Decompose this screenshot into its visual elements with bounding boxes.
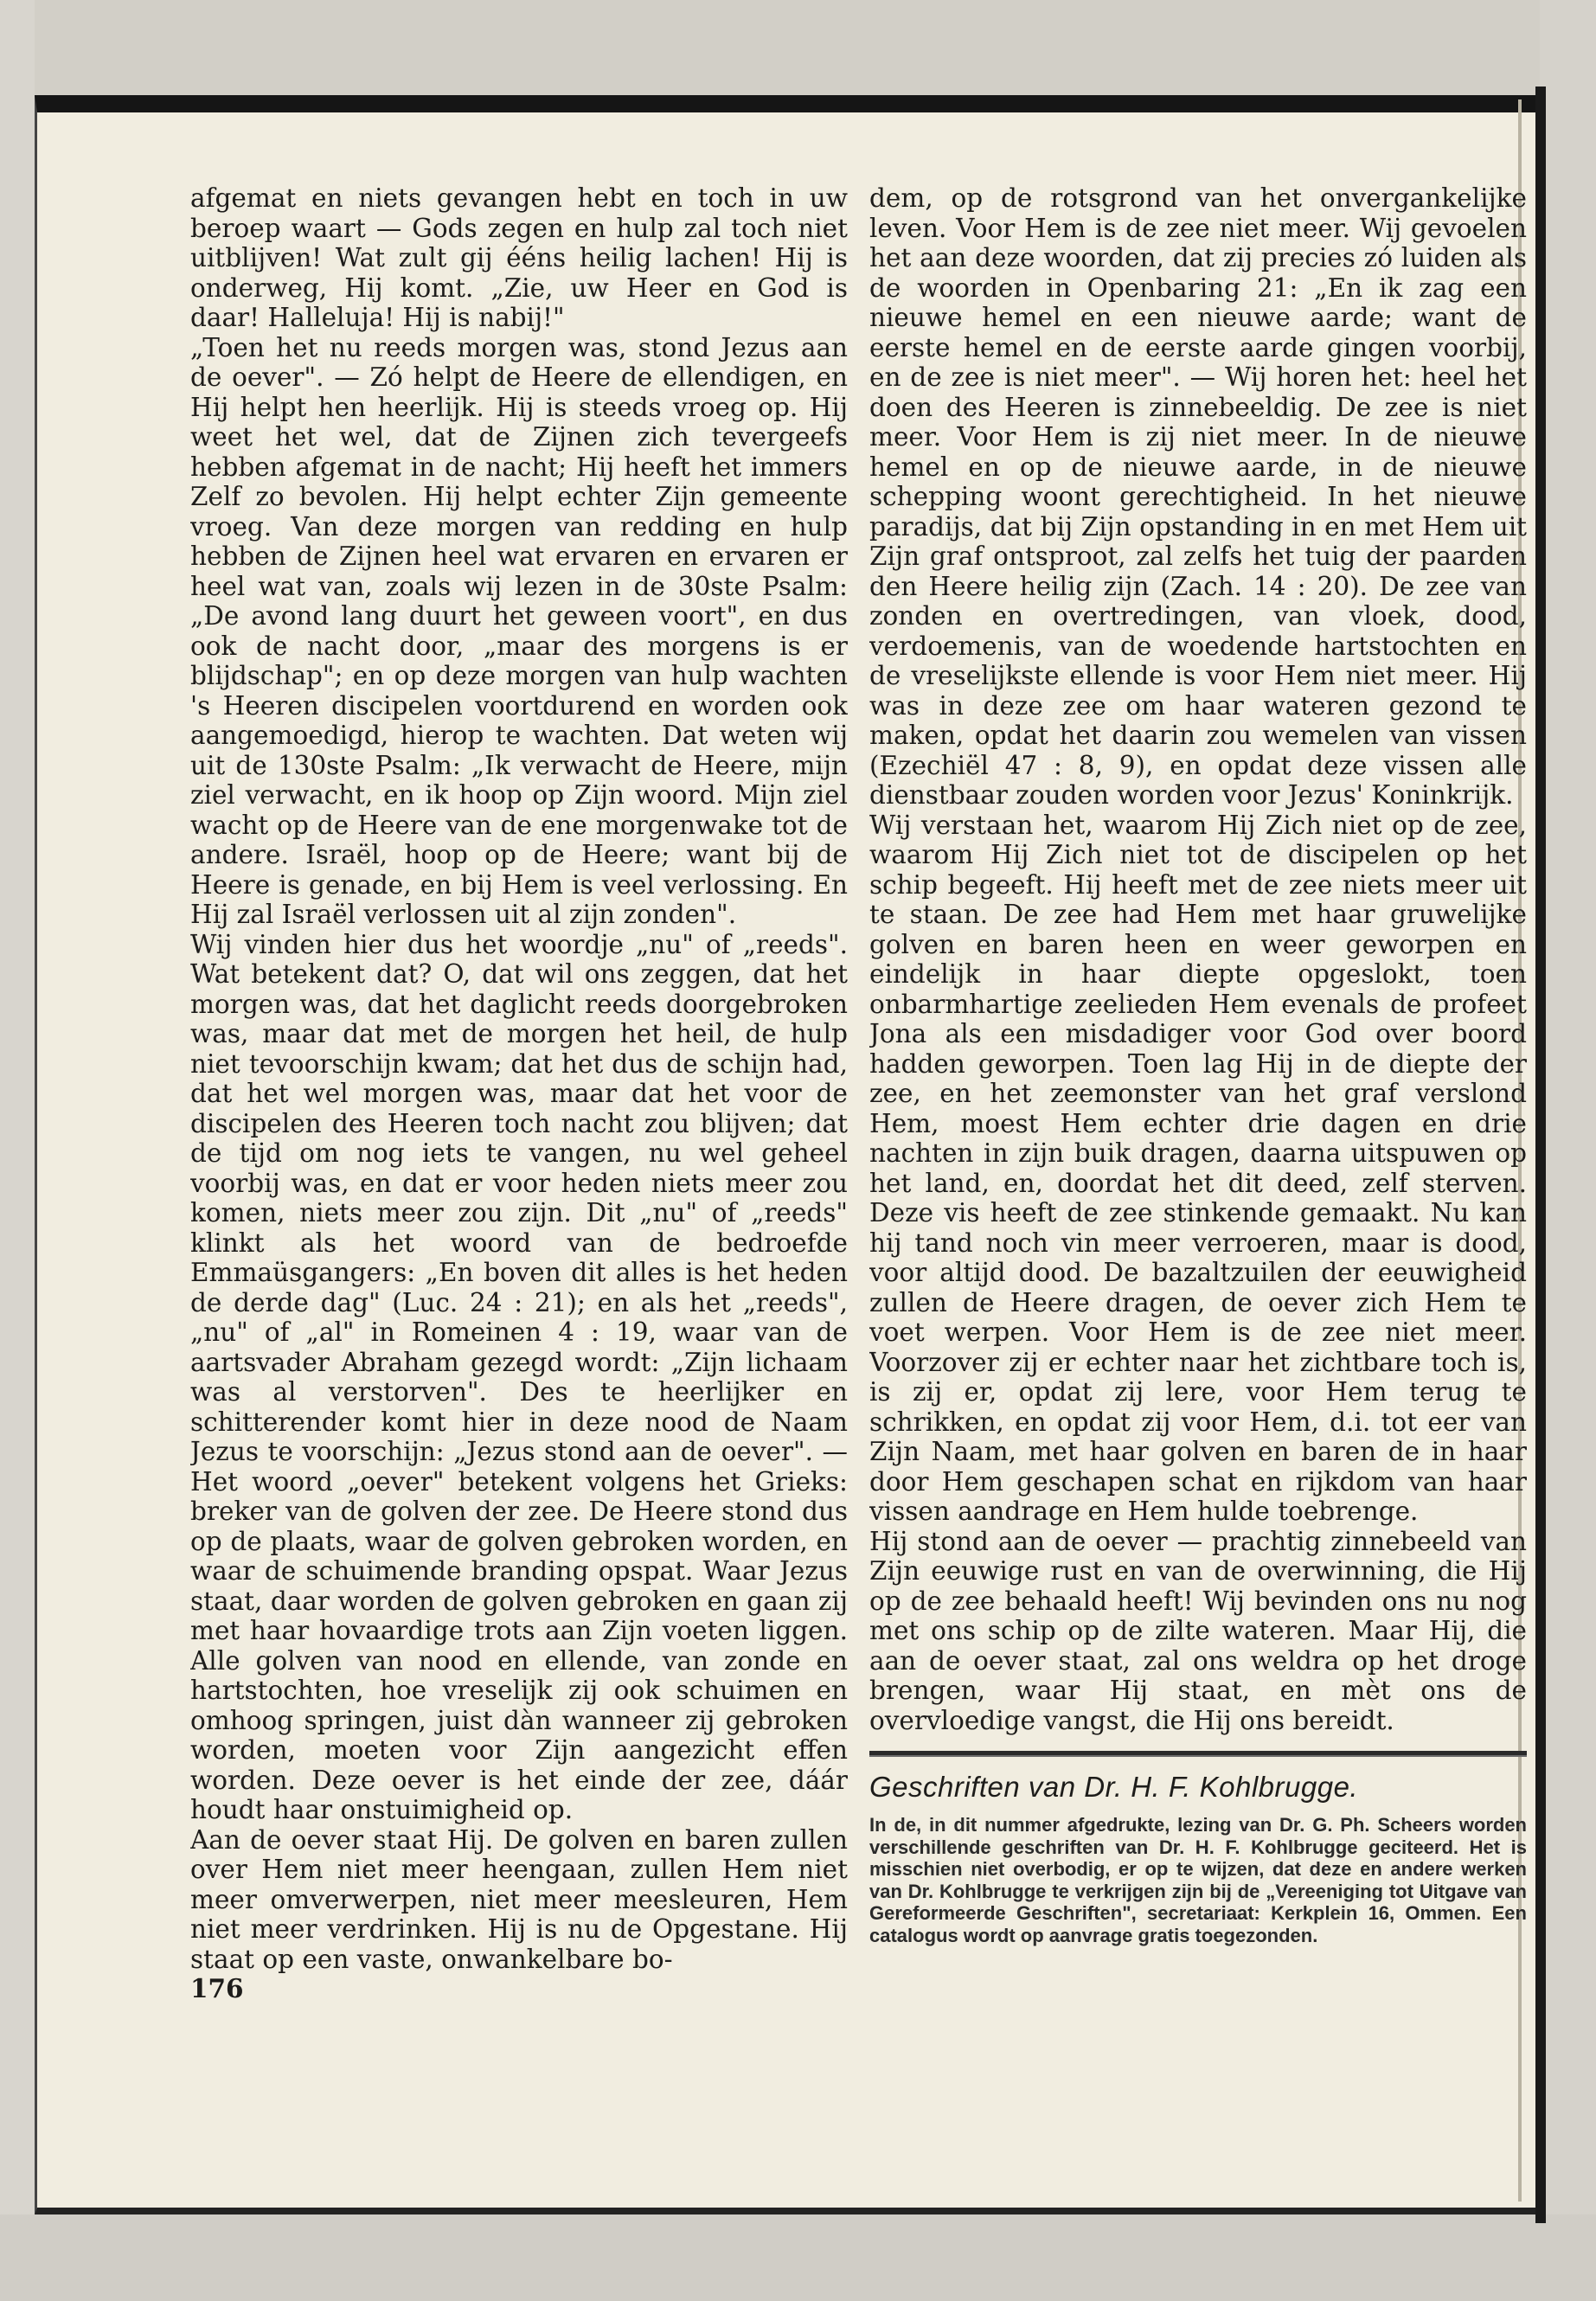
scan-background-bottom (0, 2214, 1596, 2301)
left-column (190, 183, 848, 2112)
paragraph: „Toen het nu reeds morgen was, stond Jezus aan de oever". — Zó helpt de Heere de ellendigen, en Hij helpt hen heerlijk. Hij is steeds vroeg op. Hij weet het wel, dat de Zijnen zich tevergeefs hebben afgemat in de nacht; Hij heeft het immers Zelf zo bevolen. Hij helpt echter Zijn gemeente vroeg. Van deze morgen van redding en hulp hebben de Zijnen heel wat ervaren en ervaren er heel wat van, zoals wij lezen in de 30ste Psalm: „De avond lang duurt het geween voort", en dus ook de nacht door, „maar des morgens is er blijdschap"; en op deze morgen van hulp wachten 's Heeren discipelen voortdurend en worden ook aangemoedigd, hierop te wachten. Dat weten wij uit de 130ste Psalm: „Ik verwacht de Heere, mijn ziel verwacht, en ik hoop op Zijn woord. Mijn ziel wacht op de Heere van de ene morgenwake tot de andere. Israël, hoop op de Heere; want bij de Heere is genade, en bij Hem is veel verlossing. En Hij zal Israël verlossen uit al zijn zonden". (190, 332, 848, 929)
paragraph: Aan de oever staat Hij. De golven en baren zullen over Hem niet meer heengaan, zullen Hem niet meer omverwerpen, niet meer meesleuren, Hem niet meer verdrinken. Hij is nu de Opgestane. Hij staat op een vaste, onwankelbare bo- (190, 1824, 848, 1974)
notice-title: Geschriften van Dr. H. F. Kohlbrugge. (869, 1771, 1359, 1803)
section-divider (869, 1751, 1527, 1757)
paragraph: Wij vinden hier dus het woordje „nu" of „reeds". Wat betekent dat? O, dat wil ons zeggen, dat het morgen was, dat het daglicht reeds doorgebroken was, maar dat met de morgen het heil, de hulp niet tevoorschijn kwam; dat het dus de schijn had, dat het wel morgen was, maar dat het voor de discipelen des Heeren toch nacht zou blijven; dat de tijd om nog iets te vangen, nu wel geheel voorbij was, en dat er voor heden niets meer zou komen, niets meer zou zijn. Dit „nu" of „reeds" klinkt als het woord van de bedroefde Emmaüsgangers: „En boven dit alles is het heden de derde dag" (Luc. 24 : 21); en als het „reeds", „nu" of „al" in Romeinen 4 : 19, waar van de aartsvader Abraham gezegd wordt: „Zijn lichaam was al verstorven". Des te heerlijker en schitterender komt hier in deze nood de Naam Jezus te voorschijn: „Jezus stond aan de oever". — Het woord „oever" betekent volgens het Grieks: breker van de golven der zee. De Heere stond dus op de plaats, waar de golven gebroken worden, en waar de schuimende branding opspat. Waar Jezus staat, daar worden de golven gebroken en gaan zij met haar hovaardige trots aan Zijn voeten liggen. Alle golven van nood en ellende, van zonde en hartstochten, hoe vreselijk zij ook schuimen en omhoog springen, juist dàn wanneer zij gebroken worden, moeten voor Zijn aangezicht effen worden. Deze oever is het einde der zee, dáár houdt haar onstuimigheid op. (190, 929, 848, 1824)
paragraph: afgemat en niets gevangen hebt en toch in uw beroep waart — Gods zegen en hulp zal toch niet uitblijven! Wat zult gij ééns heilig lachen! Hij is onderweg, Hij komt. „Zie, uw Heer en God is daar! Halleluja! Hij is nabij!" (190, 183, 848, 332)
right-column (869, 183, 1527, 2112)
binding-edge (1535, 87, 1546, 2223)
paragraph: dem, op de rotsgrond van het onvergankelijke leven. Voor Hem is de zee niet meer. Wij gevoelen het aan deze woorden, dat zij precies zó luiden als de woorden in Openbaring 21: „En ik zag een nieuwe hemel en een nieuwe aarde; want de eerste hemel en de eerste aarde gingen voorbij, en de zee is niet meer". — Wij horen het: heel het doen des Heeren is zinnebeeldig. De zee is niet meer. Voor Hem is zij niet meer. In de nieuwe hemel en op de nieuwe aarde, in de nieuwe schepping woont gerechtigheid. In het nieuwe paradijs, dat bij Zijn opstanding in en met Hem uit Zijn graf ontsproot, zal zelfs het tuig der paarden den Heere heilig zijn (Zach. 14 : 20). De zee van zonden en overtredingen, van vloek, dood, verdoemenis, van de woedende hartstochten en de vreselijkste ellende is voor Hem niet meer. Hij was in deze zee om haar wateren gezond te maken, opdat het daarin zou wemelen van vissen (Ezechiël 47 : 8, 9), en opdat deze vissen alle dienstbaar zouden worden voor Jezus' Koninkrijk. (869, 183, 1527, 810)
paragraph: Hij stond aan de oever — prachtig zinnebeeld van Zijn eeuwige rust en van de overwinning, die Hij op de zee behaald heeft! Wij bevinden ons nu nog met ons schip op de zilte wateren. Maar Hij, die aan de oever staat, zal ons weldra op het droge brengen, waar Hij staat, en mèt ons de overvloedige vangst, die Hij ons bereidt. (869, 1526, 1527, 1735)
scan-background-right (1540, 0, 1596, 2301)
paragraph: Wij verstaan het, waarom Hij Zich niet op de zee, waarom Hij Zich niet tot de discipelen op het schip begeeft. Hij heeft met de zee niets meer uit te staan. De zee had Hem met haar gruwelijke golven en baren heen en weer geworpen en eindelijk in haar diepte opgeslokt, toen onbarmhartige zeelieden Hem evenals de profeet Jona als een misdadiger voor God over boord hadden geworpen. Toen lag Hij in de diepte der zee, en het zeemonster van het graf verslond Hem, moest Hem echter drie dagen en drie nachten in zijn buik dragen, daarna uitspuwen op het land, en, doordat het dit deed, zelf sterven. Deze vis heeft de zee stinkende gemaakt. Nu kan hij tand noch vin meer verroeren, maar is dood, voor altijd dood. De bazaltzuilen der eeuwigheid zullen de Heere dragen, de oever zich Hem te voet werpen. Voor Hem is de zee niet meer. Voorzover zij er echter naar het zichtbare toch is, is zij er, opdat zij lere, voor Hem terug te schrikken, en opdat zij voor Hem, d.i. tot eer van Zijn Naam, met haar golven en baren de in haar door Hem geschapen schat en rijkdom van haar vissen aandrage en Hem hulde toebrenge. (869, 810, 1527, 1526)
notice-body: In de, in dit nummer afgedrukte, lezing van Dr. G. Ph. Scheers worden verschillende geschriften van Dr. H. F. Kohlbrugge geciteerd. Het is misschien niet overbodig, er op te wijzen, dat deze en andere werken van Dr. Kohlbrugge te verkrijgen zijn bij de „Vereeniging tot Uitgave van Gereformeerde Geschriften", secretariaat: Kerkplein 16, Ommen. Een catalogus wordt op aanvrage gratis toegezonden. (869, 1814, 1527, 1946)
page-number: 176 (190, 1973, 244, 2003)
scan-background-left (0, 0, 35, 2301)
scan-background-top (0, 0, 1596, 95)
